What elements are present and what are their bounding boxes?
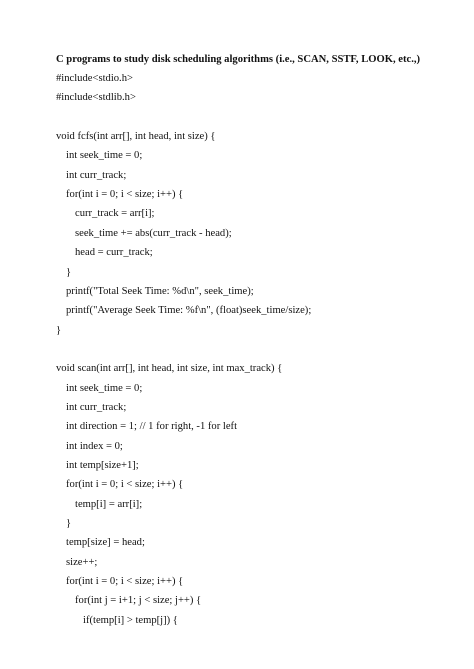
code-line: void scan(int arr[], int head, int size, int max_track) { bbox=[56, 363, 283, 374]
code-line: printf("Total Seek Time: %d\n", seek_time); bbox=[66, 286, 254, 297]
code-line: int seek_time = 0; bbox=[66, 383, 143, 394]
code-line: head = curr_track; bbox=[75, 247, 153, 258]
code-line: } bbox=[66, 267, 72, 278]
code-line: temp[size] = head; bbox=[66, 537, 145, 548]
code-line: #include<stdio.h> bbox=[56, 73, 133, 84]
code-line: seek_time += abs(curr_track - head); bbox=[75, 228, 232, 239]
code-line: } bbox=[66, 518, 72, 529]
code-line: #include<stdlib.h> bbox=[56, 92, 136, 103]
code-line: if(temp[i] > temp[j]) { bbox=[83, 615, 178, 626]
code-line: } bbox=[56, 325, 62, 336]
code-line: int seek_time = 0; bbox=[66, 150, 143, 161]
code-line: for(int i = 0; i < size; i++) { bbox=[66, 479, 184, 490]
code-line: size++; bbox=[66, 557, 98, 568]
code-line: int curr_track; bbox=[66, 402, 127, 413]
document-title: C programs to study disk scheduling algorithms (i.e., SCAN, SSTF, LOOK, etc.,) bbox=[56, 54, 421, 65]
code-line: for(int i = 0; i < size; i++) { bbox=[66, 189, 184, 200]
code-line: for(int i = 0; i < size; i++) { bbox=[66, 576, 184, 587]
code-line: void fcfs(int arr[], int head, int size) { bbox=[56, 131, 216, 142]
code-line: for(int j = i+1; j < size; j++) { bbox=[75, 595, 202, 606]
code-line: printf("Average Seek Time: %f\n", (float)seek_time/size); bbox=[66, 305, 312, 316]
code-line: int curr_track; bbox=[66, 170, 127, 181]
code-line: int index = 0; bbox=[66, 441, 123, 452]
code-line: temp[i] = arr[i]; bbox=[75, 499, 143, 510]
code-line: curr_track = arr[i]; bbox=[75, 208, 155, 219]
code-line: int temp[size+1]; bbox=[66, 460, 139, 471]
code-line: int direction = 1; // 1 for right, -1 for left bbox=[66, 421, 238, 432]
